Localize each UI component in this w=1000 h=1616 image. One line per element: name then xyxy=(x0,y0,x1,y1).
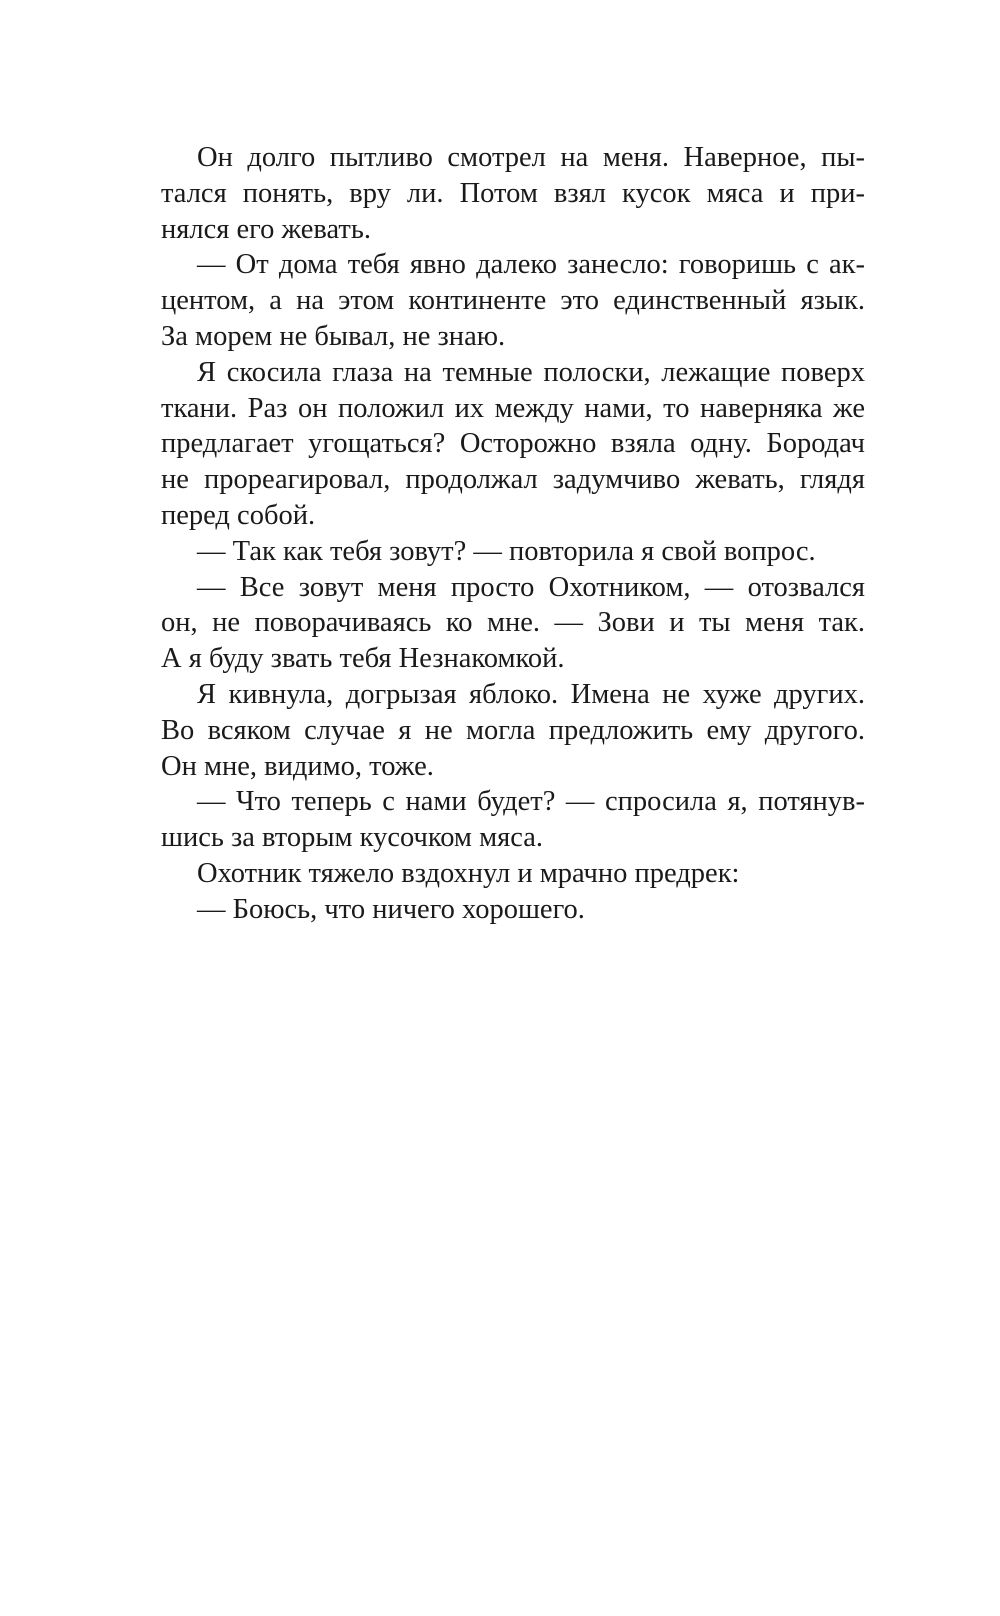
text-line: — Что теперь с нами будет? — спросила я, потянув- xyxy=(197,786,865,818)
text-line: Я скосила глаза на темные полоски, лежащие поверх xyxy=(197,356,865,388)
text-line: шись за вторым кусочком мяса. xyxy=(161,822,544,854)
page-text xyxy=(161,140,865,928)
text-line: За морем не бывал, не знаю. xyxy=(161,320,506,352)
text-line: — Так как тебя зовут? — повторила я свой вопрос. xyxy=(197,535,816,567)
text-line: ткани. Раз он положил их между нами, то наверняка же xyxy=(161,392,865,424)
text-line: нялся его жевать. xyxy=(161,213,372,245)
text-line: тался понять, вру ли. Потом взял кусок мяса и при- xyxy=(161,177,865,209)
text-line: А я буду звать тебя Незнакомкой. xyxy=(161,643,565,675)
text-line: — Все зовут меня просто Охотником, — отозвался xyxy=(197,571,865,603)
text-line: не прореагировал, продолжал задумчиво жевать, глядя xyxy=(161,464,865,496)
text-line: Он мне, видимо, тоже. xyxy=(161,750,434,782)
text-line: Он долго пытливо смотрел на меня. Наверное, пы- xyxy=(197,142,865,173)
text-line: Я кивнула, догрызая яблоко. Имена не хуже других. xyxy=(197,678,865,710)
text-line: центом, а на этом континенте это единственный язык. xyxy=(161,285,865,317)
text-line: — От дома тебя явно далеко занесло: говоришь с ак- xyxy=(197,249,865,281)
text-line: Охотник тяжело вздохнул и мрачно предрек: xyxy=(197,857,740,889)
text-line: — Боюсь, что ничего хорошего. xyxy=(197,893,585,925)
text-line: он, не поворачиваясь ко мне. — Зови и ты меня так. xyxy=(161,607,865,639)
text-line: предлагает угощаться? Осторожно взяла одну. Бородач xyxy=(161,428,865,460)
text-line: перед собой. xyxy=(161,499,316,531)
text-line: Во всяком случае я не могла предложить ему другого. xyxy=(161,714,865,746)
